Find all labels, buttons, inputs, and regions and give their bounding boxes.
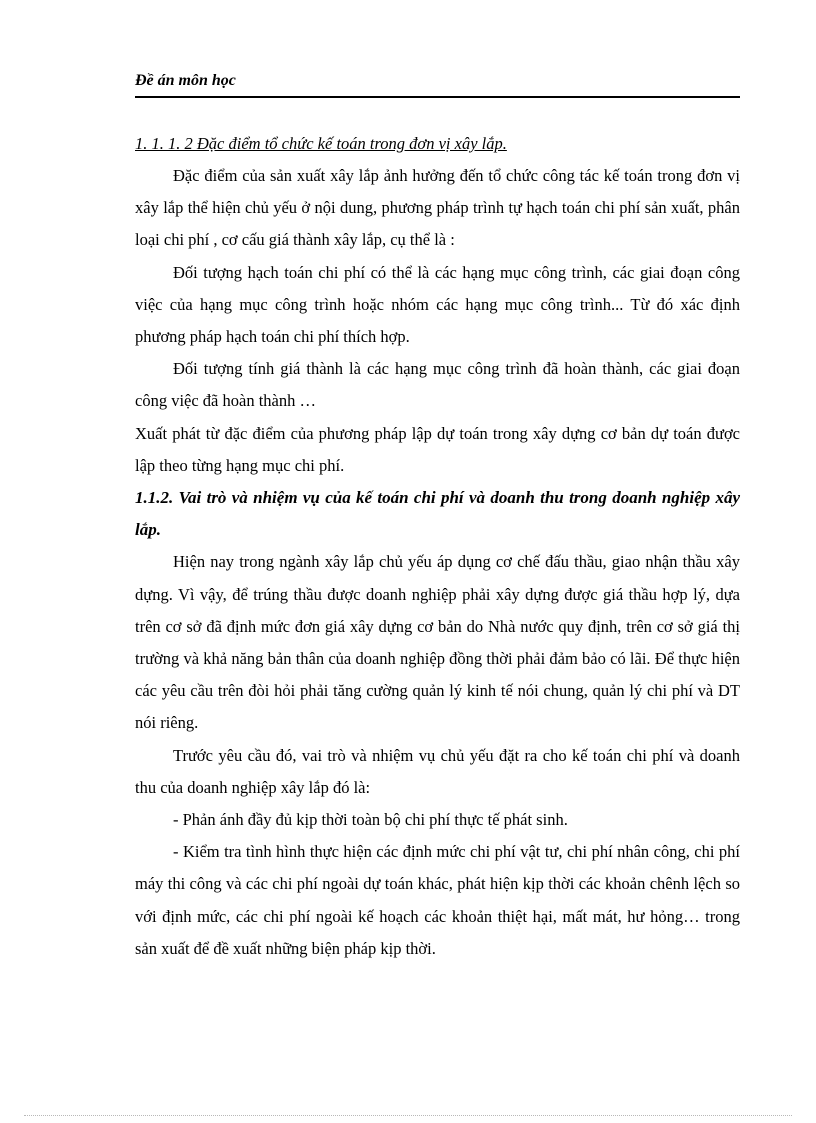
paragraph-6: Trước yêu cầu đó, vai trò và nhiệm vụ chủ yếu đặt ra cho kế toán chi phí và doanh thu của doanh nghiệp xây lắp đó là: xyxy=(135,745,740,797)
paragraph-3: Đối tượng tính giá thành là các hạng mục công trình đã hoàn thành, các giai đoạn công việc đã hoàn thành … xyxy=(135,359,740,411)
paragraph-1: Đặc điểm của sản xuất xây lắp ảnh hưởng đến tổ chức công tác kế toán trong đơn vị xây lắp thể hiện chủ yếu ở nội dung, phương pháp trình tự hạch toán chi phí sản xuất, phân loại chi phí , cơ cấu giá thành xây lắp, cụ thể là : xyxy=(135,166,740,250)
subsection-title: 1. 1. 1. 2 Đặc điểm tổ chức kế toán trong đơn vị xây lắp. xyxy=(135,134,507,153)
paragraph-4: Xuất phát từ đặc điểm của phương pháp lập dự toán trong xây dựng cơ bản dự toán được lập theo từng hạng mục chi phí. xyxy=(135,423,740,475)
page-bottom-divider xyxy=(24,1115,792,1116)
bullet-item-1: - Phản ánh đầy đủ kịp thời toàn bộ chi phí thực tế phát sinh. xyxy=(173,810,568,830)
bullet-item-2: - Kiểm tra tình hình thực hiện các định mức chi phí vật tư, chi phí nhân công, chi phí máy thi công và các chi phí ngoài dự toán khác, phát hiện kịp thời các khoản chênh lệch so với định mức, các chi phí ngoài kế hoạch các khoản thiệt hại, mất mát, hư hỏng… trong sản xuất để đề xuất những biện pháp kịp thời. xyxy=(135,842,740,958)
paragraph-5: Hiện nay trong ngành xây lắp chủ yếu áp dụng cơ chế đấu thầu, giao nhận thầu xây dựng. Vì vậy, để trúng thầu được doanh nghiệp phải xây dựng được giá thầu hợp lý, dựa trên cơ sở đã định mức đơn giá xây dựng cơ bản do Nhà nước quy định, trên cơ sở giá thị trường và khả năng bản thân của doanh nghiệp đồng thời phải đảm bảo có lãi. Để thực hiện các yêu cầu trên đòi hỏi phải tăng cường quản lý kinh tế nói chung, quản lý chi phí và DT nói riêng. xyxy=(135,552,740,733)
page-header-title: Đề án môn học xyxy=(135,70,740,98)
section-title: 1.1.2. Vai trò và nhiệm vụ của kế toán chi phí và doanh thu trong doanh nghiệp xây lắp. xyxy=(135,488,740,540)
paragraph-2: Đối tượng hạch toán chi phí có thể là các hạng mục công trình, các giai đoạn công việc của hạng mục công trình hoặc nhóm các hạng mục công trình... Từ đó xác định phương pháp hạch toán chi phí thích hợp. xyxy=(135,262,740,347)
document-body xyxy=(135,130,740,965)
